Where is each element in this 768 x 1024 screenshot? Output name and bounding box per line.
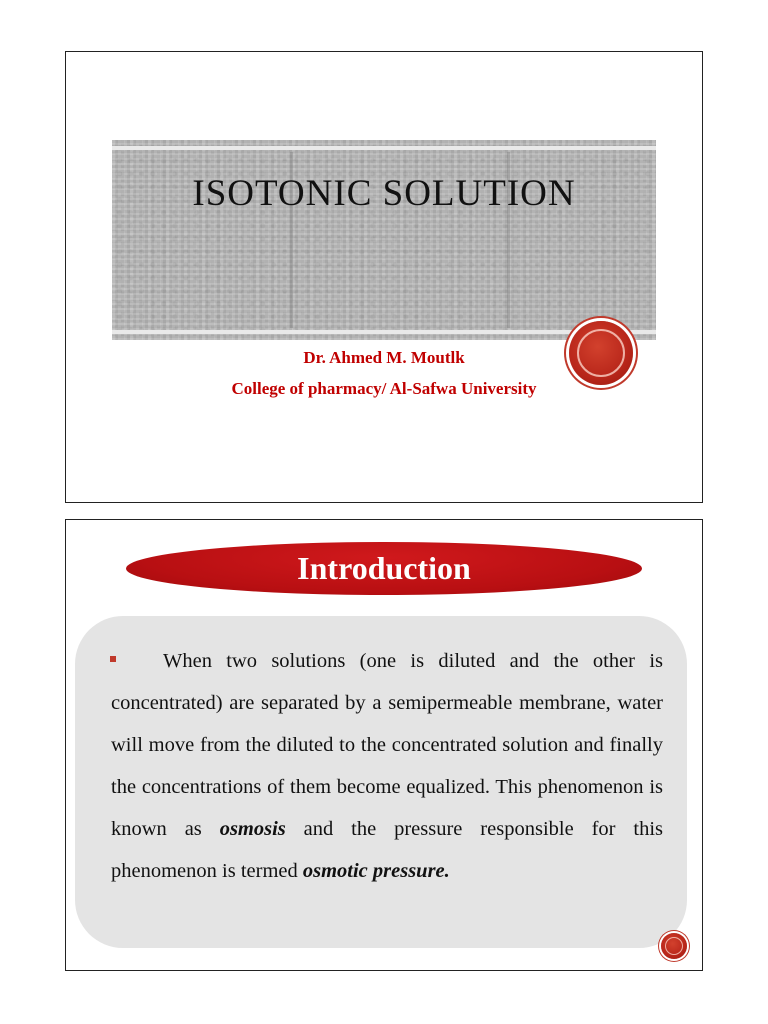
title-banner bbox=[112, 140, 656, 340]
term-osmotic-pressure: osmotic pressure. bbox=[302, 860, 450, 882]
intro-paragraph bbox=[111, 640, 663, 892]
paragraph-text-2: and the pressure responsible for this phenomenon is termed bbox=[111, 818, 663, 882]
paragraph-text-1: When two solutions (one is diluted and the other is concentrated) are separated by a semipermeable membrane, water will move from the diluted to the concentrated solution and finally the concentrations of them become equalized. This phenomenon is known as bbox=[111, 650, 663, 840]
slide-title bbox=[65, 51, 703, 503]
slide-introduction bbox=[65, 519, 703, 971]
content-box bbox=[75, 616, 687, 948]
section-heading-banner bbox=[126, 542, 642, 595]
term-osmosis: osmosis bbox=[219, 818, 286, 840]
section-heading: Introduction bbox=[297, 550, 471, 586]
author-name: Dr. Ahmed M. Moutlk bbox=[303, 348, 465, 367]
author-affiliation: College of pharmacy/ Al-Safwa University bbox=[231, 379, 537, 398]
banner-texture bbox=[112, 140, 656, 340]
small-red-seal-icon bbox=[661, 933, 687, 959]
slide-title-text: ISOTONIC SOLUTION bbox=[192, 173, 576, 214]
